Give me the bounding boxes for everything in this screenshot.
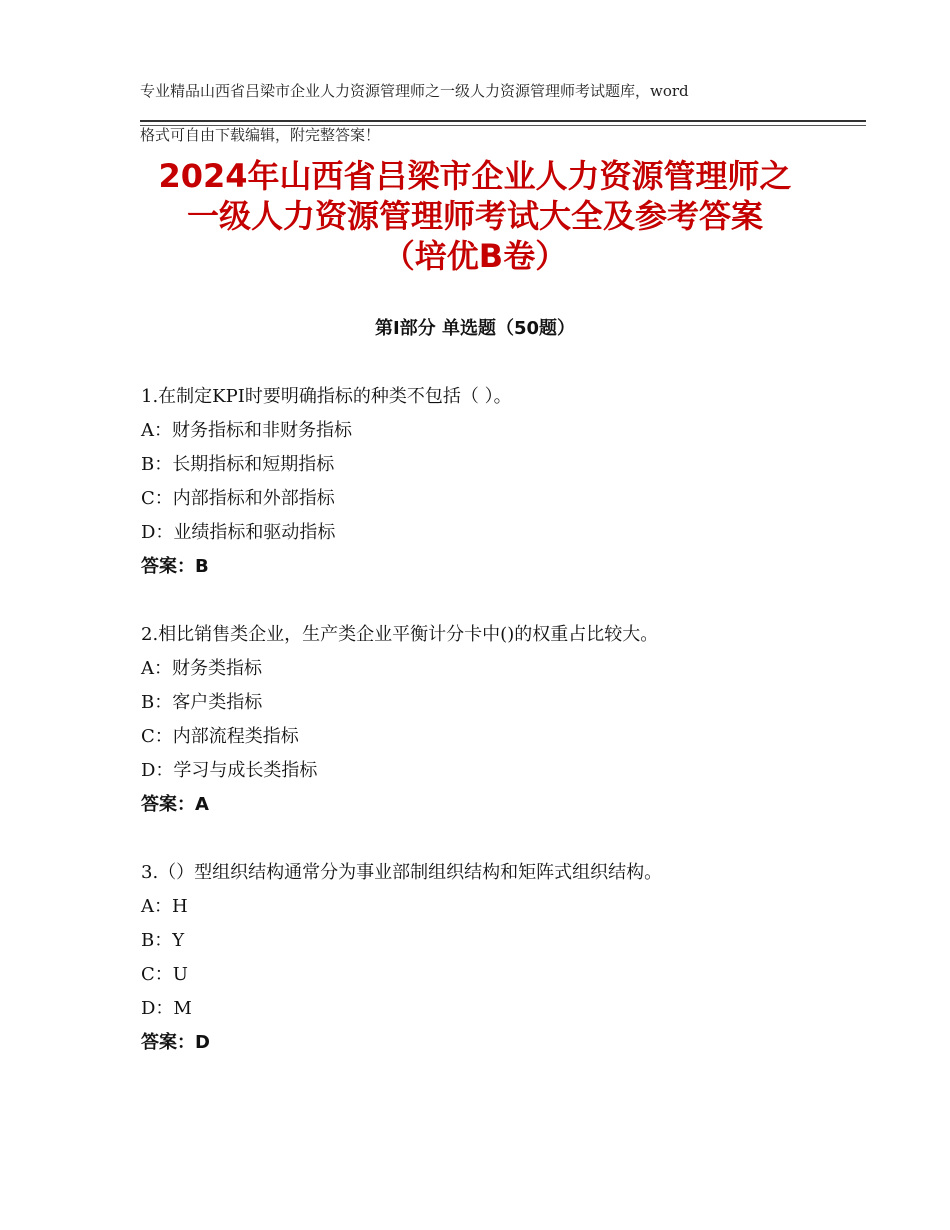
header-note: [140, 58, 830, 168]
question-1: [141, 380, 841, 584]
question-stem: 1.在制定KPI时要明确指标的种类不包括（ ）。: [141, 386, 512, 407]
option-d: D：M: [141, 998, 192, 1019]
question-2: [141, 618, 841, 822]
title-line-3: （培优B卷）: [382, 237, 568, 275]
option-a: A：财务类指标: [141, 658, 262, 679]
option-c: C：内部流程类指标: [141, 726, 299, 747]
question-stem: 2.相比销售类企业，生产类企业平衡计分卡中()的权重占比较大。: [141, 624, 659, 645]
option-a: A：财务指标和非财务指标: [141, 420, 352, 441]
question-list: [141, 380, 841, 1094]
title-line-1: 2024年山西省吕梁市企业人力资源管理师之: [158, 157, 792, 195]
header-divider-thick: [140, 120, 866, 122]
answer: 答案：D: [141, 1032, 210, 1053]
option-d: D：业绩指标和驱动指标: [141, 522, 336, 543]
option-c: C：U: [141, 964, 188, 985]
question-3: [141, 856, 841, 1060]
document-title: [120, 156, 830, 276]
option-d: D：学习与成长类指标: [141, 760, 318, 781]
header-note-line-2: 格式可自由下载编辑，附完整答案！: [140, 126, 381, 144]
option-a: A：H: [141, 896, 188, 917]
option-b: B：Y: [141, 930, 185, 951]
question-stem: 3.（）型组织结构通常分为事业部制组织结构和矩阵式组织结构。: [141, 862, 663, 883]
header-divider-thin: [140, 125, 866, 126]
answer: 答案：A: [141, 794, 209, 815]
section-heading: 第Ⅰ部分 单选题（50题）: [374, 318, 575, 339]
option-b: B：客户类指标: [141, 692, 263, 713]
header-note-line-1: 专业精品山西省吕梁市企业人力资源管理师之一级人力资源管理师考试题库，word: [140, 82, 689, 100]
option-c: C：内部指标和外部指标: [141, 488, 335, 509]
answer: 答案：B: [141, 556, 209, 577]
title-line-2: 一级人力资源管理师考试大全及参考答案: [186, 197, 763, 235]
option-b: B：长期指标和短期指标: [141, 454, 335, 475]
